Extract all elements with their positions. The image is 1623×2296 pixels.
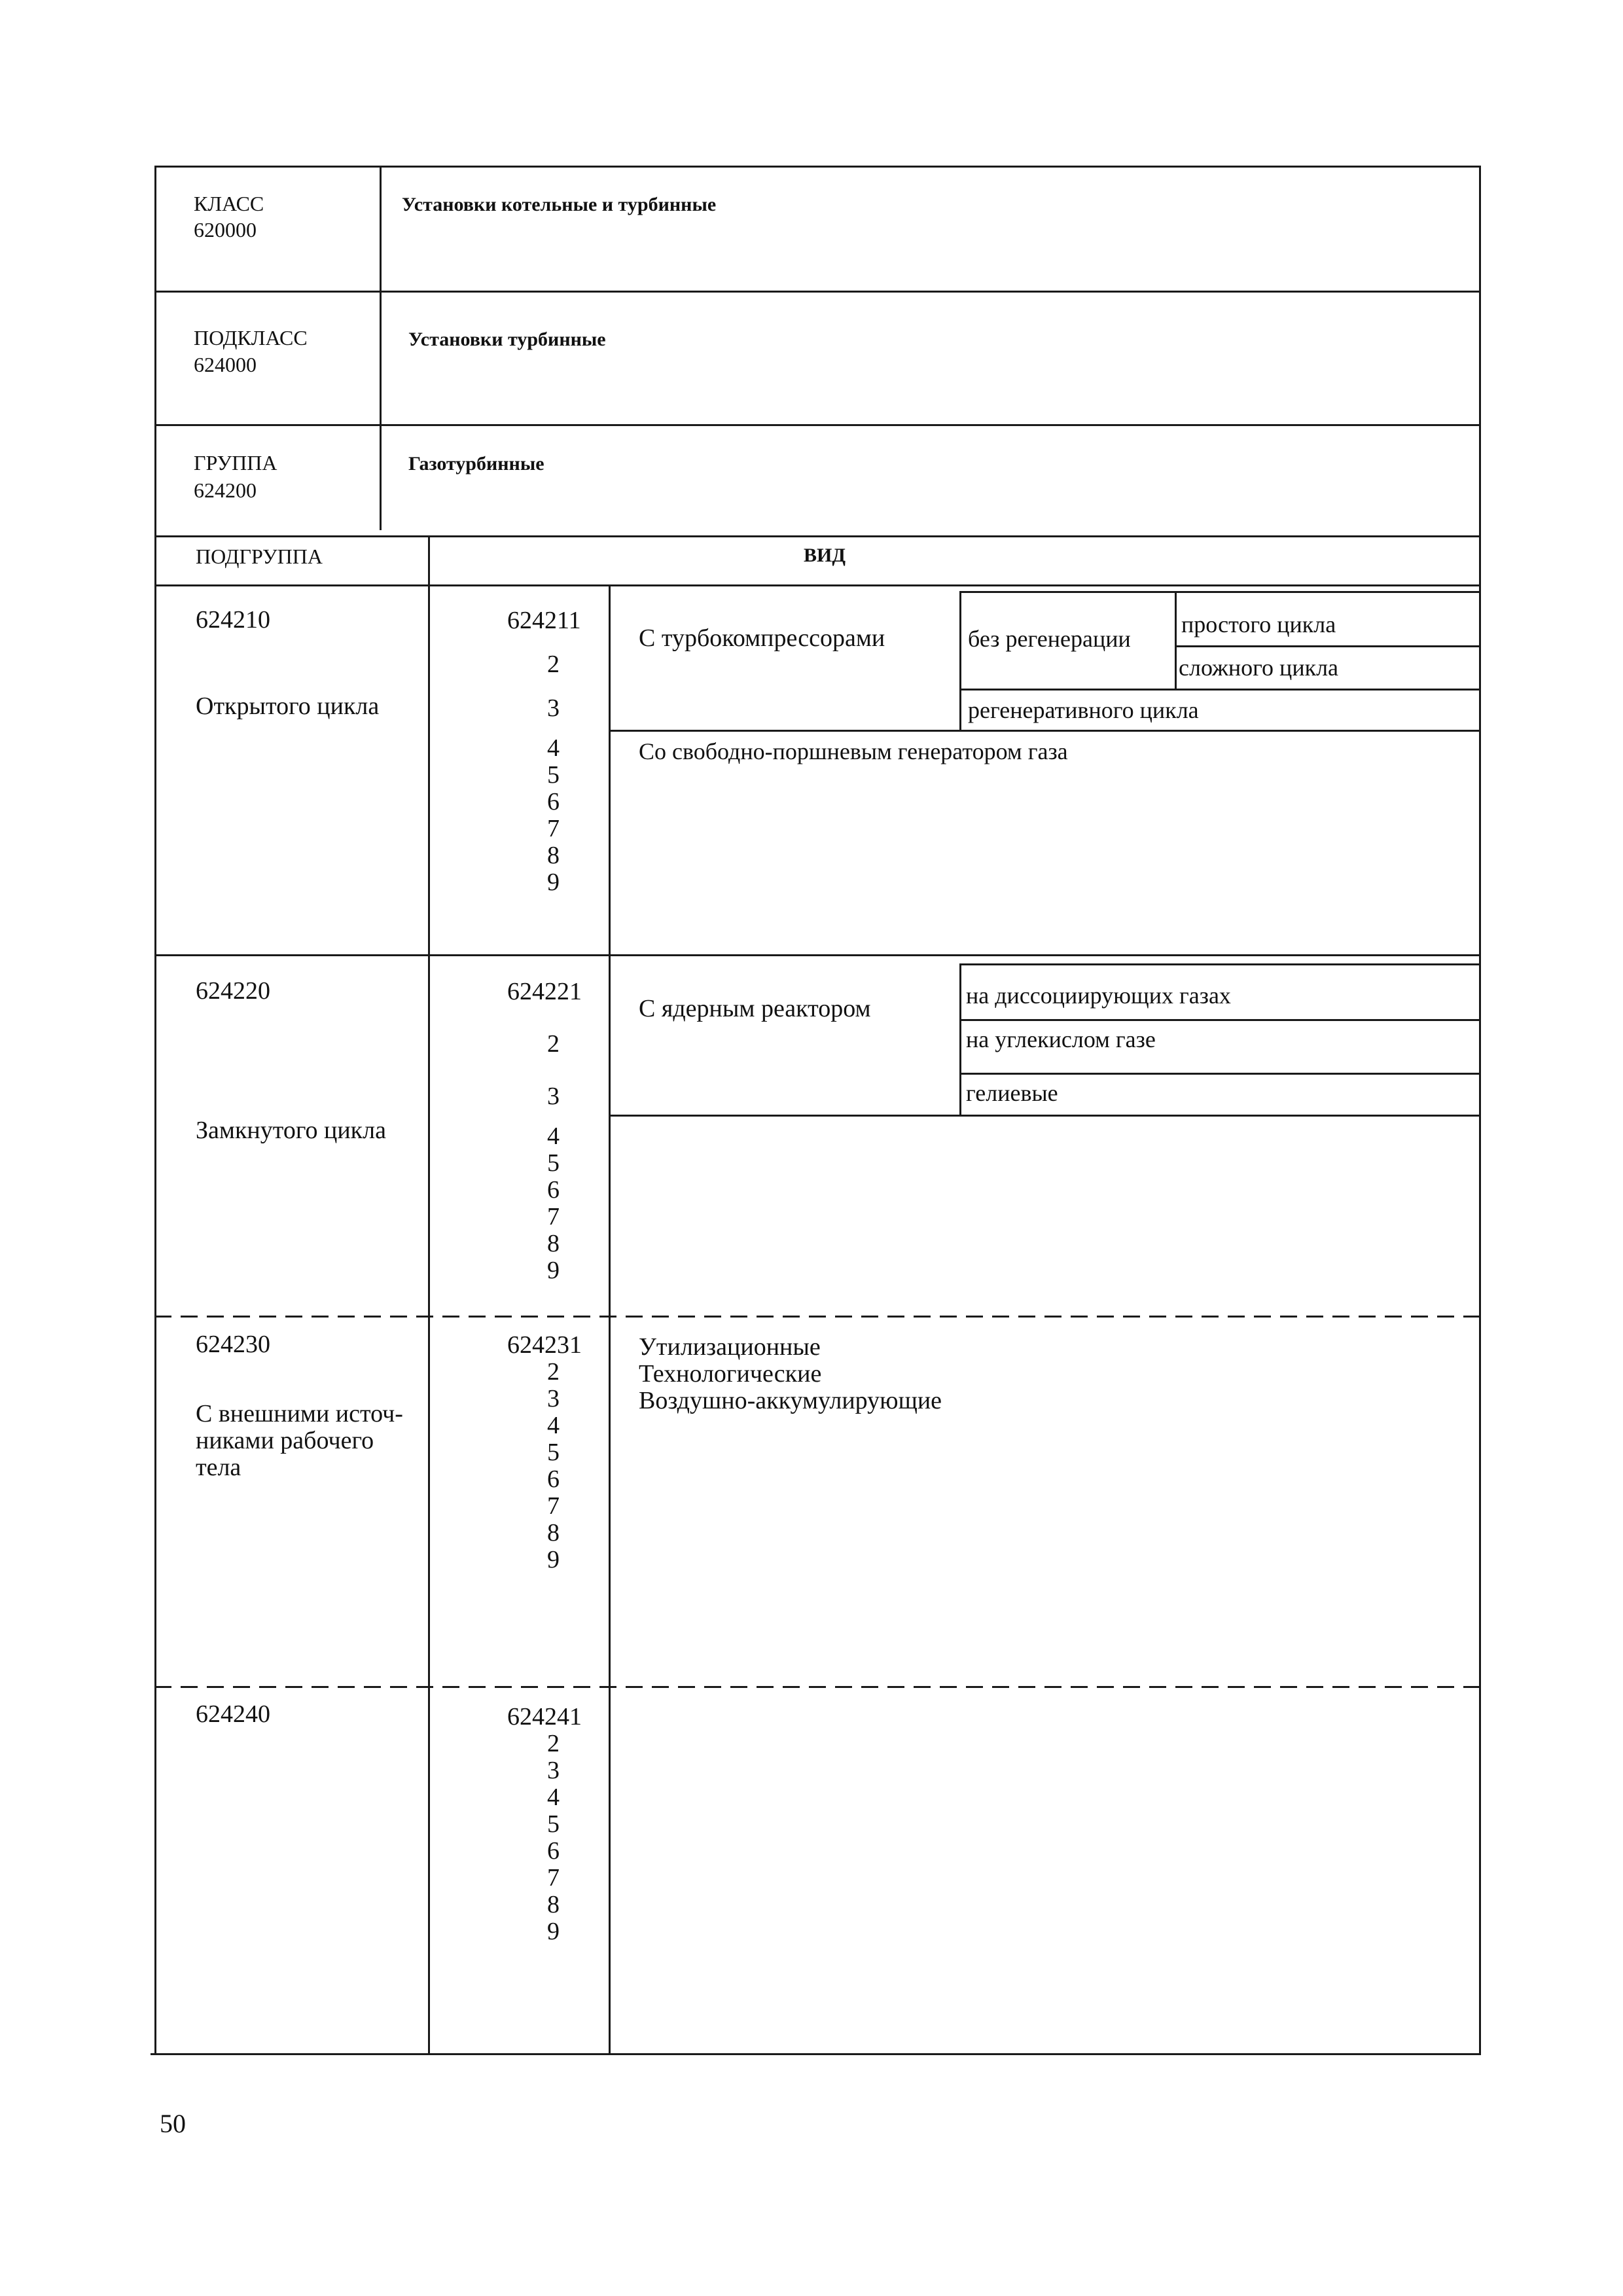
rule-right-body — [1479, 535, 1481, 2055]
vid-code: 4 — [547, 1784, 560, 1811]
sub1-regen: регенеративного цикла — [968, 697, 1199, 723]
vid-code: 5 — [547, 1149, 560, 1177]
vid-code: 624221 — [507, 978, 582, 1005]
sub1-name: Открытого цикла — [196, 692, 380, 720]
podgruppa-header: ПОДГРУППА — [196, 545, 323, 568]
sub3-type: Утилизационные — [639, 1333, 821, 1361]
rule-sub2-co2-bottom — [959, 1073, 1481, 1075]
vid-code: 8 — [547, 1891, 560, 1918]
vid-code: 5 — [547, 1439, 560, 1466]
sub3-code: 624230 — [196, 1331, 270, 1358]
vid-code: 8 — [547, 842, 560, 869]
vid-code: 6 — [547, 1465, 560, 1493]
vid-code: 8 — [547, 1230, 560, 1257]
vid-code: 4 — [547, 1412, 560, 1439]
rule-label-divider — [380, 166, 382, 530]
vid-code: 7 — [547, 1203, 560, 1230]
vid-code: 5 — [547, 1810, 560, 1838]
rule-vid-code-left — [428, 535, 430, 2055]
vid-code: 3 — [547, 694, 560, 722]
klass-code: 620000 — [194, 218, 257, 242]
vid-code: 9 — [547, 1918, 560, 1945]
sub1-code: 624210 — [196, 606, 270, 634]
vid-code: 2 — [547, 1358, 560, 1386]
vid-code: 5 — [547, 761, 560, 789]
sub1-turbo: С турбокомпрессорами — [639, 624, 885, 652]
sub3-vid-codes — [507, 1331, 582, 1573]
sub2-code: 624220 — [196, 977, 270, 1005]
vid-code: 2 — [547, 1030, 560, 1058]
rule-sub2-helium-bottom — [609, 1115, 1481, 1117]
sub3-type: Технологические — [639, 1360, 822, 1388]
vid-code: 9 — [547, 869, 560, 896]
vid-code: 3 — [547, 1757, 560, 1784]
sub4-vid-codes — [507, 1703, 582, 1945]
klass-label: КЛАСС — [194, 192, 264, 215]
rule-left-header — [154, 166, 156, 537]
rule-right-header — [1479, 166, 1481, 537]
sub1-simple: простого цикла — [1181, 611, 1336, 637]
page-number: 50 — [160, 2109, 186, 2138]
vid-code: 3 — [547, 1385, 560, 1412]
rule-sub1-top — [959, 591, 1481, 593]
sub3-name — [196, 1401, 403, 1481]
vid-code: 6 — [547, 1837, 560, 1865]
sub1-free-piston: Со свободно-поршневым генератором газа — [639, 738, 1068, 764]
rule-sub2-gas-left — [959, 963, 961, 1116]
vid-code: 7 — [547, 1864, 560, 1892]
rule-sub1-simple-bottom — [1175, 645, 1481, 647]
rule-gruppa-bottom — [154, 535, 1481, 537]
gruppa-code: 624200 — [194, 478, 257, 502]
sub2-name: Замкнутого цикла — [196, 1117, 386, 1144]
sub4-code: 624240 — [196, 1700, 270, 1728]
sub3-types — [639, 1334, 942, 1414]
vid-code: 6 — [547, 1176, 560, 1204]
sub2-vid-codes — [507, 978, 582, 1284]
vid-code: 9 — [547, 1546, 560, 1573]
podklass-label: ПОДКЛАСС — [194, 326, 308, 350]
sub1-no-regen: без регенерации — [968, 626, 1131, 652]
vid-code: 624241 — [507, 1703, 582, 1731]
sub3-name-line: С внешними источ- — [196, 1400, 403, 1427]
rule-sub1-bottom — [154, 954, 1481, 956]
vid-code: 2 — [547, 651, 560, 678]
vid-code: 8 — [547, 1519, 560, 1547]
gruppa-title: Газотурбинные — [408, 453, 544, 475]
vid-code: 6 — [547, 788, 560, 816]
sub3-type: Воздушно-аккумулирующие — [639, 1387, 942, 1414]
sub2-co2: на углекислом газе — [966, 1026, 1156, 1052]
rule-sub1-cycle-left — [1175, 591, 1177, 690]
vid-code: 624211 — [507, 607, 581, 634]
rule-top — [154, 166, 1481, 168]
sub3-name-line: никами рабочего — [196, 1427, 374, 1454]
rule-sub1-complex-bottom — [959, 689, 1481, 691]
sub1-vid-codes — [507, 607, 581, 896]
rule-sub1-regen-bottom — [609, 730, 1481, 732]
rule-bottom — [151, 2053, 1481, 2055]
rule-sub2-bottom — [154, 1316, 1481, 1318]
sub2-nuclear: С ядерным реактором — [639, 995, 871, 1022]
podklass-code: 624000 — [194, 353, 257, 376]
vid-code: 9 — [547, 1257, 560, 1284]
rule-sub2-dissoc-bottom — [959, 1019, 1481, 1021]
vid-code: 3 — [547, 1083, 560, 1110]
vid-code: 7 — [547, 815, 560, 842]
vid-code: 2 — [547, 1730, 560, 1757]
vid-code: 4 — [547, 1122, 560, 1150]
rule-sub2-top — [959, 963, 1481, 965]
vid-code: 7 — [547, 1492, 560, 1520]
sub2-dissoc: на диссоциирующих газах — [966, 982, 1231, 1009]
klass-title: Установки котельные и турбинные — [402, 194, 717, 215]
rule-sub3-bottom — [154, 1686, 1481, 1688]
vid-header: ВИД — [804, 545, 846, 566]
rule-headrow-bottom — [154, 584, 1481, 586]
rule-sub1-regen-left — [959, 591, 961, 731]
rule-podklass-bottom — [154, 424, 1481, 426]
rule-left-body — [154, 535, 156, 2055]
rule-klass-bottom — [154, 291, 1481, 293]
vid-code: 624231 — [507, 1331, 582, 1359]
podklass-title: Установки турбинные — [408, 329, 606, 350]
rule-vid-code-right — [609, 584, 611, 2055]
sub3-name-line: тела — [196, 1454, 241, 1481]
vid-code: 4 — [547, 734, 560, 762]
sub2-helium: гелиевые — [966, 1080, 1058, 1106]
gruppa-label: ГРУППА — [194, 451, 277, 475]
sub1-complex: сложного цикла — [1179, 655, 1339, 681]
